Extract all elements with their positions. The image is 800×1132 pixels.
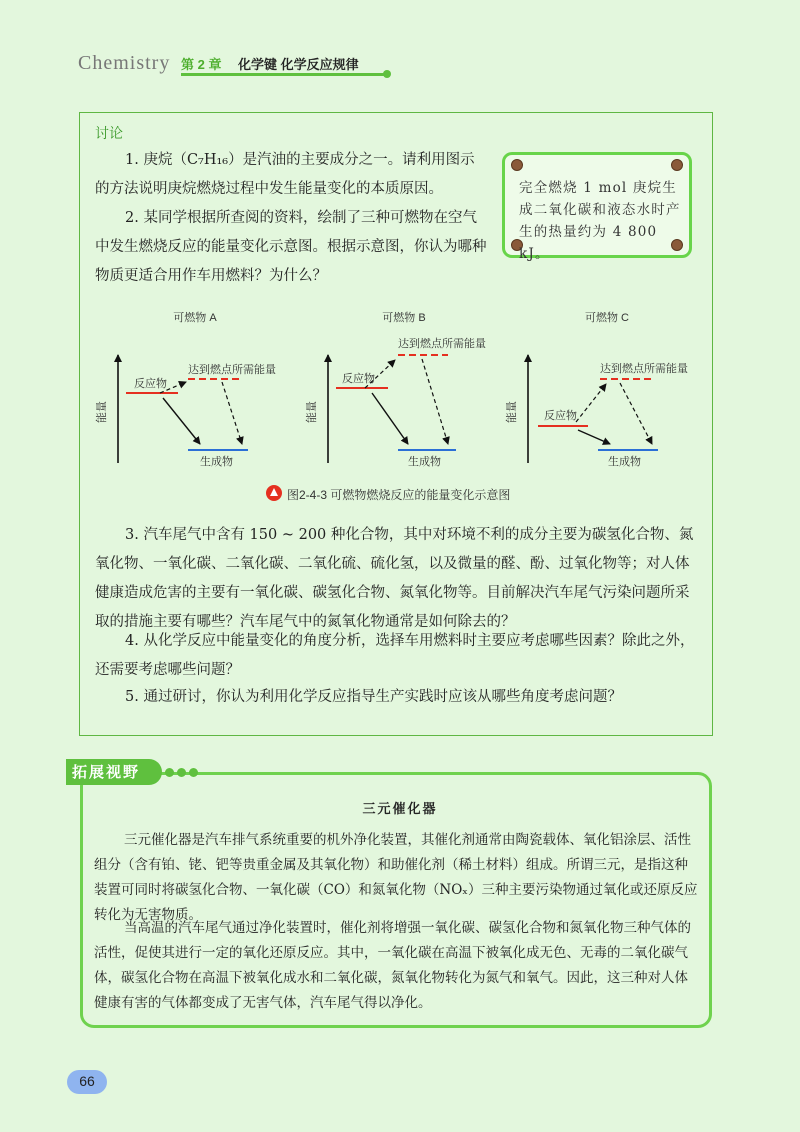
extension-paragraph-2: 当高温的汽车尾气通过净化装置时，催化剂将增强一氧化碳、碳氢化合物和氮氧化物三种气体的活性，促使其进行一定的氧化还原反应。其中，一氧化碳在高温下被氧化成无色、无毒的二氧化碳气体，碳氢化合物在高温下被氧化成水和二氧化碳，氮氧化物转化为氮气和氧气。因此，这三种对人体健康有害的气体都变成了无害气体，汽车尾气得以净化。 — [94, 920, 691, 1011]
reactant-label: 反应物 — [544, 410, 577, 422]
page-header — [78, 44, 400, 80]
activation-arrow — [576, 384, 606, 422]
header-rule-dot — [383, 70, 391, 78]
discussion-heading: 讨论 — [95, 125, 123, 141]
product-label: 生成物 — [608, 456, 641, 468]
question-1: 1. 庚烷（C₇H₁₆）是汽油的主要成分之一。请利用图示的方法说明庚烷燃烧过程中发生能量变化的本质原因。 — [95, 152, 475, 197]
diagram-panel-b — [304, 310, 486, 468]
extension-title: 三元催化器 — [362, 802, 438, 817]
axis-label: 能量 — [96, 401, 108, 423]
question-4: 4. 从化学反应中能量变化的角度分析，选择车用燃料时主要应考虑哪些因素？除此之外，还需要考虑哪些问题？ — [95, 633, 695, 678]
tab-dot — [177, 768, 186, 777]
panel-title: 可燃物 A — [173, 312, 217, 324]
reaction-arrow — [578, 430, 610, 444]
ignition-label: 达到燃点所需能量 — [398, 338, 486, 350]
product-label: 生成物 — [408, 456, 441, 468]
release-arrow — [620, 383, 652, 444]
panel-title: 可燃物 C — [585, 312, 629, 324]
screw-icon — [511, 159, 523, 171]
diagram-panel-c — [504, 310, 688, 468]
reaction-arrow — [163, 398, 200, 444]
reaction-arrow — [372, 393, 408, 444]
panel-title: 可燃物 B — [382, 312, 426, 324]
ignition-label: 达到燃点所需能量 — [600, 363, 688, 375]
tab-dot — [189, 768, 198, 777]
product-label: 生成物 — [200, 456, 233, 468]
page-number: 66 — [79, 1073, 95, 1089]
chapter-number: 第 2 章 — [181, 57, 222, 72]
screw-icon — [671, 159, 683, 171]
energy-diagram-figure — [80, 298, 710, 510]
axis-label: 能量 — [506, 401, 518, 423]
chapter-title: 化学键 化学反应规律 — [238, 57, 359, 72]
tab-dot — [165, 768, 174, 777]
note-text: 完全燃烧 1 mol 庚烷生成二氧化碳和液态水时产生的热量约为 4 800 kJ。 — [519, 180, 681, 262]
axis-label: 能量 — [306, 401, 318, 423]
figure-caption: 图2-4-3 可燃物燃烧反应的能量变化示意图 — [287, 488, 511, 502]
reactant-label: 反应物 — [342, 373, 375, 385]
diagram-panel-a — [94, 310, 276, 468]
release-arrow — [422, 359, 448, 444]
heptane-note-card — [502, 152, 692, 262]
extension-tab-label: 拓展视野 — [72, 764, 141, 781]
header-rule — [181, 73, 386, 76]
release-arrow — [222, 382, 242, 444]
discussion-questions-1-2 — [95, 146, 487, 291]
question-5: 5. 通过研讨，你认为利用化学反应指导生产实践时应该从哪些角度考虑问题？ — [125, 689, 622, 705]
reactant-label: 反应物 — [134, 378, 167, 390]
ignition-label: 达到燃点所需能量 — [188, 364, 276, 376]
extension-paragraph-1: 三元催化器是汽车排气系统重要的机外净化装置，其催化剂通常由陶瓷载体、氧化铝涂层、活性组分（含有铂、铑、钯等贵重金属及其氧化物）和助催化剂（稀土材料）组成。所谓三元，是指这种装置可同时将碳氢化合物、一氧化碳（CO）和氮氧化物（NOₓ）三种主要污染物通过氧化或还原反应转化为无害物质。 — [94, 832, 698, 923]
book-title: Chemistry — [78, 52, 171, 74]
question-3: 3. 汽车尾气中含有 150 ~ 200 种化合物，其中对环境不利的成分主要为碳氢化合物、氮氧化物、一氧化碳、二氧化碳、二氧化硫、硫化氢，以及微量的醛、酚、过氧化物等；对人体健康造成危害的主要有一氧化碳、碳氢化合物、氮氧化物等。目前解决汽车尾气污染问题所采取的措施主要有哪些？汽车尾气中的氮氧化物通常是如何除去的？ — [95, 527, 694, 630]
question-2: 2. 某同学根据所查阅的资料，绘制了三种可燃物在空气中发生燃烧反应的能量变化示意图。根据示意图，你认为哪种物质更适合用作车用燃料？为什么？ — [95, 210, 487, 284]
figure-marker-icon — [266, 485, 282, 501]
